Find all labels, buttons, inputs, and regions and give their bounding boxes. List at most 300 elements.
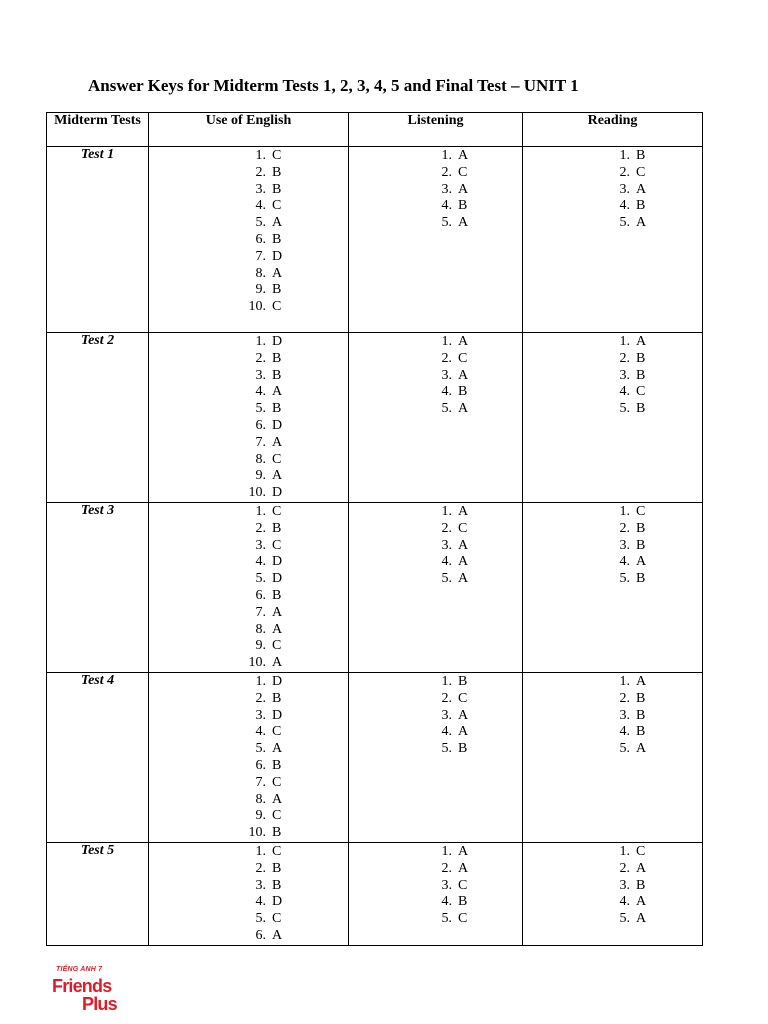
answer-number: 5. — [255, 741, 266, 757]
table-header-row — [47, 113, 703, 147]
answer-letter: B — [636, 401, 646, 417]
answer-item — [429, 148, 522, 165]
answer-number: 7. — [255, 434, 266, 450]
answer-item — [607, 351, 702, 368]
answer-item — [429, 911, 522, 928]
header-use-of-english: Use of English — [149, 113, 349, 147]
answer-letter: B — [458, 673, 468, 689]
answer-number: 1. — [619, 503, 630, 519]
answer-letter: A — [272, 621, 283, 637]
answer-item — [243, 708, 348, 725]
answer-item — [243, 198, 348, 215]
answer-item — [243, 148, 348, 165]
reading-answer-list — [523, 147, 702, 232]
answer-item — [243, 418, 348, 435]
answer-item — [607, 894, 702, 911]
answer-letter: C — [458, 520, 468, 536]
answer-letter: B — [636, 148, 646, 163]
answer-number: 3. — [441, 367, 452, 383]
answer-number: 8. — [255, 791, 266, 807]
answer-number: 6. — [255, 587, 266, 603]
answer-item — [243, 588, 348, 605]
answer-number: 4. — [441, 384, 452, 400]
answer-number: 3. — [255, 537, 266, 553]
answer-item — [429, 538, 522, 555]
answer-item — [429, 724, 522, 741]
answer-item — [243, 504, 348, 521]
table-row — [47, 333, 703, 503]
answer-number: 4. — [255, 198, 266, 214]
answer-letter: A — [458, 860, 469, 876]
answer-item — [243, 384, 348, 401]
listening-answer-list — [349, 843, 522, 928]
answer-number: 4. — [619, 554, 630, 570]
answer-item — [607, 182, 702, 199]
answer-number: 4. — [255, 894, 266, 910]
reading-cell — [523, 147, 703, 333]
answer-item — [243, 485, 348, 502]
answer-number: 10. — [248, 299, 266, 315]
answer-number: 10. — [248, 485, 266, 501]
answer-letter: C — [636, 843, 646, 859]
use-of-english-cell — [149, 502, 349, 672]
answer-item — [607, 708, 702, 725]
answer-letter: A — [272, 741, 283, 757]
answer-item — [607, 384, 702, 401]
answer-item — [243, 554, 348, 571]
answer-letter: A — [458, 724, 469, 740]
answer-letter: B — [458, 384, 468, 400]
answer-letter: A — [272, 468, 283, 484]
answer-number: 8. — [255, 265, 266, 281]
answer-letter: B — [272, 690, 282, 706]
answer-number: 3. — [619, 707, 630, 723]
answer-item — [607, 844, 702, 861]
answer-letter: A — [636, 741, 647, 757]
answer-number: 2. — [441, 690, 452, 706]
answer-number: 1. — [619, 673, 630, 689]
answer-item — [243, 351, 348, 368]
answer-letter: B — [272, 757, 282, 773]
answer-letter: B — [272, 587, 282, 603]
reading-cell — [523, 502, 703, 672]
answer-item — [243, 165, 348, 182]
answer-letter: B — [636, 724, 646, 740]
test-name-cell: Test 4 — [47, 672, 149, 842]
answer-letter: C — [458, 350, 468, 366]
answer-number: 1. — [441, 673, 452, 689]
answer-item — [243, 468, 348, 485]
answer-letter: A — [272, 791, 283, 807]
answer-letter: A — [636, 554, 647, 570]
answer-letter: C — [272, 299, 282, 315]
answer-letter: B — [272, 520, 282, 536]
answer-item — [607, 215, 702, 232]
answer-item — [243, 401, 348, 418]
answer-number: 3. — [441, 181, 452, 197]
answer-letter: A — [458, 181, 469, 197]
answer-letter: B — [272, 825, 282, 841]
answer-item — [607, 861, 702, 878]
answer-item — [243, 435, 348, 452]
answer-item — [243, 182, 348, 199]
answer-item — [429, 182, 522, 199]
answer-number: 5. — [619, 401, 630, 417]
answer-number: 4. — [619, 894, 630, 910]
answer-item — [243, 521, 348, 538]
answer-item — [429, 351, 522, 368]
answer-item — [607, 571, 702, 588]
answer-item — [243, 878, 348, 895]
answer-item — [607, 401, 702, 418]
use-of-english-cell — [149, 672, 349, 842]
answer-item — [243, 232, 348, 249]
answer-letter: B — [636, 877, 646, 893]
answer-item — [243, 674, 348, 691]
answer-letter: A — [272, 655, 283, 671]
answer-letter: D — [272, 707, 283, 723]
answer-number: 2. — [441, 164, 452, 180]
answer-letter: B — [272, 282, 282, 298]
use-of-english-answer-list — [149, 843, 348, 945]
answer-number: 3. — [255, 181, 266, 197]
answer-number: 1. — [255, 334, 266, 349]
answer-number: 9. — [255, 808, 266, 824]
answer-number: 5. — [619, 911, 630, 927]
listening-answer-list — [349, 147, 522, 232]
answer-number: 8. — [255, 621, 266, 637]
use-of-english-answer-list — [149, 333, 348, 502]
answer-letter: A — [272, 384, 283, 400]
answer-item — [429, 844, 522, 861]
answer-letter: C — [636, 503, 646, 519]
answer-letter: C — [272, 148, 282, 163]
answer-letter: B — [458, 894, 468, 910]
answer-letter: B — [272, 401, 282, 417]
answer-number: 3. — [619, 877, 630, 893]
answer-item — [607, 674, 702, 691]
answer-letter: D — [272, 248, 283, 264]
answer-item — [607, 368, 702, 385]
answer-letter: B — [636, 367, 646, 383]
answer-letter: D — [272, 334, 283, 349]
answer-number: 6. — [255, 417, 266, 433]
answer-number: 2. — [619, 350, 630, 366]
answer-number: 3. — [619, 181, 630, 197]
answer-letter: B — [458, 741, 468, 757]
reading-cell — [523, 333, 703, 503]
answer-letter: B — [636, 690, 646, 706]
answer-item — [429, 215, 522, 232]
reading-answer-list — [523, 333, 702, 418]
answer-item — [243, 724, 348, 741]
answer-number: 6. — [255, 927, 266, 943]
page-title: Answer Keys for Midterm Tests 1, 2, 3, 4, 5 and Final Test – UNIT 1 — [88, 76, 579, 95]
answer-item — [607, 504, 702, 521]
answer-letter: A — [636, 894, 647, 910]
listening-answer-list — [349, 333, 522, 418]
answer-item — [429, 368, 522, 385]
answer-number: 2. — [441, 350, 452, 366]
answer-letter: A — [458, 707, 469, 723]
answer-item — [243, 215, 348, 232]
friends-plus-logo — [52, 966, 132, 1016]
answer-item — [429, 878, 522, 895]
answer-letter: B — [272, 367, 282, 383]
answer-number: 1. — [255, 673, 266, 689]
reading-answer-list — [523, 843, 702, 928]
answer-number: 2. — [441, 520, 452, 536]
answer-item — [243, 368, 348, 385]
answer-number: 4. — [255, 384, 266, 400]
answer-number: 8. — [255, 451, 266, 467]
answer-letter: B — [636, 350, 646, 366]
answer-letter: A — [636, 911, 647, 927]
answer-letter: C — [458, 877, 468, 893]
answer-item — [243, 808, 348, 825]
answer-item — [243, 911, 348, 928]
answer-item — [429, 894, 522, 911]
answer-item — [429, 861, 522, 878]
answer-number: 10. — [248, 655, 266, 671]
answer-item — [607, 538, 702, 555]
answer-number: 1. — [255, 503, 266, 519]
test-name-cell: Test 2 — [47, 333, 149, 503]
answer-item — [607, 878, 702, 895]
answer-number: 5. — [441, 911, 452, 927]
test-name-cell: Test 1 — [47, 147, 149, 333]
answer-number: 9. — [255, 282, 266, 298]
answer-letter: A — [272, 434, 283, 450]
answer-number: 4. — [441, 198, 452, 214]
answer-letter: C — [458, 164, 468, 180]
use-of-english-answer-list — [149, 503, 348, 672]
answer-item — [429, 384, 522, 401]
answer-number: 3. — [441, 707, 452, 723]
answer-number: 4. — [441, 894, 452, 910]
answer-item — [243, 861, 348, 878]
answer-letter: B — [272, 860, 282, 876]
answer-letter: D — [272, 417, 283, 433]
answer-letter: B — [272, 164, 282, 180]
answer-number: 9. — [255, 468, 266, 484]
answer-item — [607, 334, 702, 351]
answer-number: 6. — [255, 231, 266, 247]
answer-number: 2. — [619, 690, 630, 706]
answer-number: 5. — [441, 401, 452, 417]
answer-letter: A — [636, 181, 647, 197]
answer-number: 1. — [619, 334, 630, 349]
answer-item — [243, 299, 348, 316]
answer-number: 2. — [255, 690, 266, 706]
answer-item — [243, 622, 348, 639]
answer-number: 1. — [255, 148, 266, 163]
answer-item — [429, 741, 522, 758]
table-row — [47, 672, 703, 842]
answer-letter: C — [458, 911, 468, 927]
answer-letter: C — [272, 843, 282, 859]
answer-number: 3. — [441, 877, 452, 893]
answer-number: 7. — [255, 248, 266, 264]
answer-letter: C — [272, 774, 282, 790]
answer-item — [243, 266, 348, 283]
answer-letter: D — [272, 673, 283, 689]
answer-item — [243, 452, 348, 469]
answer-number: 1. — [441, 334, 452, 349]
answer-number: 2. — [255, 860, 266, 876]
answer-letter: C — [636, 384, 646, 400]
answer-letter: B — [272, 877, 282, 893]
use-of-english-cell — [149, 333, 349, 503]
answer-letter: A — [272, 215, 283, 231]
answer-letter: C — [272, 503, 282, 519]
answer-number: 5. — [441, 571, 452, 587]
answer-item — [607, 741, 702, 758]
answer-number: 5. — [255, 215, 266, 231]
answer-number: 5. — [255, 911, 266, 927]
answer-number: 4. — [255, 554, 266, 570]
answer-letter: B — [636, 537, 646, 553]
answer-number: 7. — [255, 774, 266, 790]
answer-item — [429, 521, 522, 538]
answer-letter: B — [636, 707, 646, 723]
answer-number: 1. — [441, 843, 452, 859]
header-midterm-tests: Midterm Tests — [47, 113, 149, 147]
answer-item — [607, 554, 702, 571]
answer-number: 5. — [441, 741, 452, 757]
answer-letter: A — [636, 673, 647, 689]
answer-number: 2. — [441, 860, 452, 876]
answer-number: 3. — [255, 367, 266, 383]
answer-number: 5. — [619, 741, 630, 757]
answer-item — [607, 911, 702, 928]
answer-letter: C — [458, 690, 468, 706]
answer-item — [243, 249, 348, 266]
listening-cell — [349, 147, 523, 333]
answer-item — [429, 571, 522, 588]
answer-number: 4. — [441, 554, 452, 570]
answer-letter: A — [458, 843, 469, 859]
answer-number: 5. — [619, 571, 630, 587]
answer-letter: B — [272, 350, 282, 366]
reading-answer-list — [523, 673, 702, 758]
answer-letter: C — [272, 808, 282, 824]
header-listening: Listening — [349, 113, 523, 147]
answer-letter: B — [636, 520, 646, 536]
answer-number: 6. — [255, 757, 266, 773]
answer-item — [243, 655, 348, 672]
answer-item — [243, 792, 348, 809]
answer-item — [243, 758, 348, 775]
answer-number: 3. — [619, 367, 630, 383]
answer-item — [429, 401, 522, 418]
answer-letter: A — [636, 334, 647, 349]
answer-letter: A — [458, 367, 469, 383]
answer-number: 5. — [441, 215, 452, 231]
answer-item — [243, 741, 348, 758]
answer-number: 5. — [255, 571, 266, 587]
answer-letter: D — [272, 485, 283, 501]
logo-brand-line1: Friends — [52, 976, 112, 996]
answer-letter: C — [272, 537, 282, 553]
table-row — [47, 502, 703, 672]
answer-letter: C — [636, 164, 646, 180]
answer-item — [429, 198, 522, 215]
answer-letter: A — [272, 927, 283, 943]
answer-number: 3. — [619, 537, 630, 553]
use-of-english-answer-list — [149, 673, 348, 842]
answer-item — [243, 928, 348, 945]
listening-cell — [349, 672, 523, 842]
answer-item — [429, 554, 522, 571]
answer-item — [429, 674, 522, 691]
answer-letter: B — [272, 231, 282, 247]
table-row — [47, 147, 703, 333]
answer-number: 2. — [619, 520, 630, 536]
answer-letter: A — [636, 860, 647, 876]
answer-number: 9. — [255, 638, 266, 654]
answer-letter: C — [272, 198, 282, 214]
answer-number: 3. — [255, 877, 266, 893]
answer-letter: B — [272, 181, 282, 197]
listening-cell — [349, 842, 523, 945]
listening-cell — [349, 333, 523, 503]
answer-number: 4. — [255, 724, 266, 740]
table-row — [47, 842, 703, 945]
answer-number: 1. — [255, 843, 266, 859]
answer-number: 1. — [619, 148, 630, 163]
answer-number: 2. — [255, 520, 266, 536]
header-reading: Reading — [523, 113, 703, 147]
answer-number: 2. — [619, 860, 630, 876]
answer-item — [429, 708, 522, 725]
answer-number: 1. — [441, 148, 452, 163]
listening-answer-list — [349, 503, 522, 588]
answer-number: 1. — [441, 503, 452, 519]
answer-number: 4. — [619, 384, 630, 400]
answer-item — [243, 825, 348, 842]
answer-item — [243, 334, 348, 351]
answer-item — [429, 691, 522, 708]
answer-item — [243, 691, 348, 708]
answer-letter: A — [636, 215, 647, 231]
answer-number: 2. — [619, 164, 630, 180]
listening-answer-list — [349, 673, 522, 758]
answer-letter: A — [272, 265, 283, 281]
answer-letter: A — [458, 148, 469, 163]
answer-item — [429, 334, 522, 351]
reading-cell — [523, 672, 703, 842]
answer-letter: B — [636, 198, 646, 214]
use-of-english-cell — [149, 842, 349, 945]
answer-number: 10. — [248, 825, 266, 841]
answer-item — [243, 844, 348, 861]
answer-letter: A — [458, 334, 469, 349]
answer-letter: A — [272, 604, 283, 620]
logo-brand-line2: Plus — [82, 994, 117, 1014]
answer-number: 2. — [255, 350, 266, 366]
answer-number: 5. — [255, 401, 266, 417]
answer-item — [607, 165, 702, 182]
answer-letter: A — [458, 554, 469, 570]
answer-letter: B — [636, 571, 646, 587]
answer-number: 4. — [619, 198, 630, 214]
answer-item — [429, 504, 522, 521]
answer-item — [607, 724, 702, 741]
answer-item — [243, 282, 348, 299]
answer-item — [429, 165, 522, 182]
answer-letter: C — [272, 451, 282, 467]
